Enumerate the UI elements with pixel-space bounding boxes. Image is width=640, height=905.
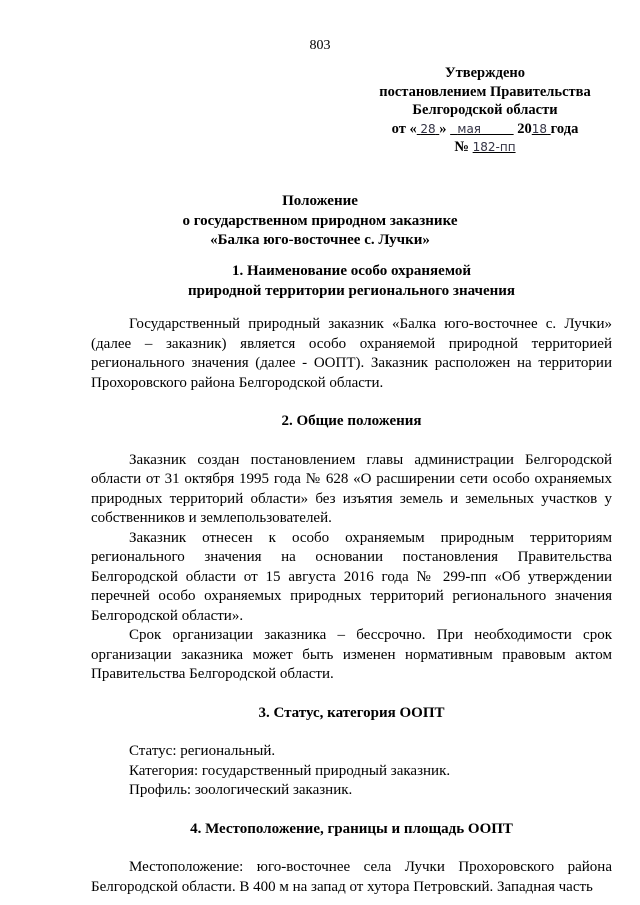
approval-line-2: постановлением Правительства xyxy=(379,83,591,100)
number-value: 182-пп xyxy=(472,140,516,154)
date-mid: » xyxy=(439,120,447,137)
section-1-heading-line-1: 1. Наименование особо охраняемой xyxy=(231,263,471,279)
section-3-category: Категория: государственный природный заказник. xyxy=(129,762,451,779)
title-line-3: «Балка юго-восточнее с. Лучки» xyxy=(210,232,430,248)
date-year-word: года xyxy=(550,120,579,137)
section-2-paragraph-2: Заказник отнесен к особо охраняемым природным территориям регионального значения на основании постановления Правительства Белгородской области от 15 августа 2016 года № 299-пп «Об утверждении перечней особо охраняемых природных территорий регионального значения Белгородской области». xyxy=(91,529,612,624)
date-prefix: от « xyxy=(391,120,417,137)
date-month: мая xyxy=(457,121,482,136)
title-line-2: о государственном природном заказнике xyxy=(182,212,458,229)
date-day: 28 xyxy=(420,121,436,136)
approval-date xyxy=(365,120,605,139)
section-2-heading: 2. Общие положения xyxy=(281,413,422,429)
page-number: 803 xyxy=(309,38,331,53)
number-prefix: № xyxy=(454,139,469,155)
section-3-status: Статус: региональный. xyxy=(129,743,276,759)
date-year-suffix: 18 xyxy=(531,121,548,136)
section-4-paragraph-1: Местоположение: юго-восточнее села Лучки Прохоровского района Белгородской области. В 400 м на запад от хутора Петровский. Западная часть xyxy=(91,859,612,895)
section-3-profile: Профиль: зоологический заказник. xyxy=(129,782,353,798)
title-line-1: Положение xyxy=(282,193,358,209)
approval-number xyxy=(365,138,605,157)
section-1-heading-line-2: природной территории регионального значения xyxy=(187,282,516,299)
section-4-heading: 4. Местоположение, границы и площадь ООПТ xyxy=(190,820,513,837)
document-title xyxy=(60,192,580,251)
document-body xyxy=(91,262,612,897)
section-1-paragraph-1: Государственный природный заказник «Балка юго-восточнее с. Лучки» (далее – заказник) является особо охраняемой природной территорией регионального значения (далее - ООПТ). Заказник расположен на территории Прохоровского района Белгородской области. xyxy=(91,316,612,391)
approval-line-3: Белгородской области xyxy=(412,102,558,118)
approval-line-1: Утверждено xyxy=(445,65,525,81)
approval-stamp xyxy=(365,64,605,157)
section-3-heading: 3. Статус, категория ООПТ xyxy=(258,704,445,721)
section-2-paragraph-3: Срок организации заказника – бессрочно. При необходимости срок организации заказника может быть изменен нормативным правовым актом Правительства Белгородской области. xyxy=(91,627,612,682)
date-year-prefix: 20 xyxy=(517,120,532,137)
section-2-paragraph-1: Заказник создан постановлением главы администрации Белгородской области от 31 октября 1995 года № 628 «О расширении сети особо охраняемых природных территорий области» без изъятия земель и земельных участков у собственников и землепользователей. xyxy=(91,451,612,526)
